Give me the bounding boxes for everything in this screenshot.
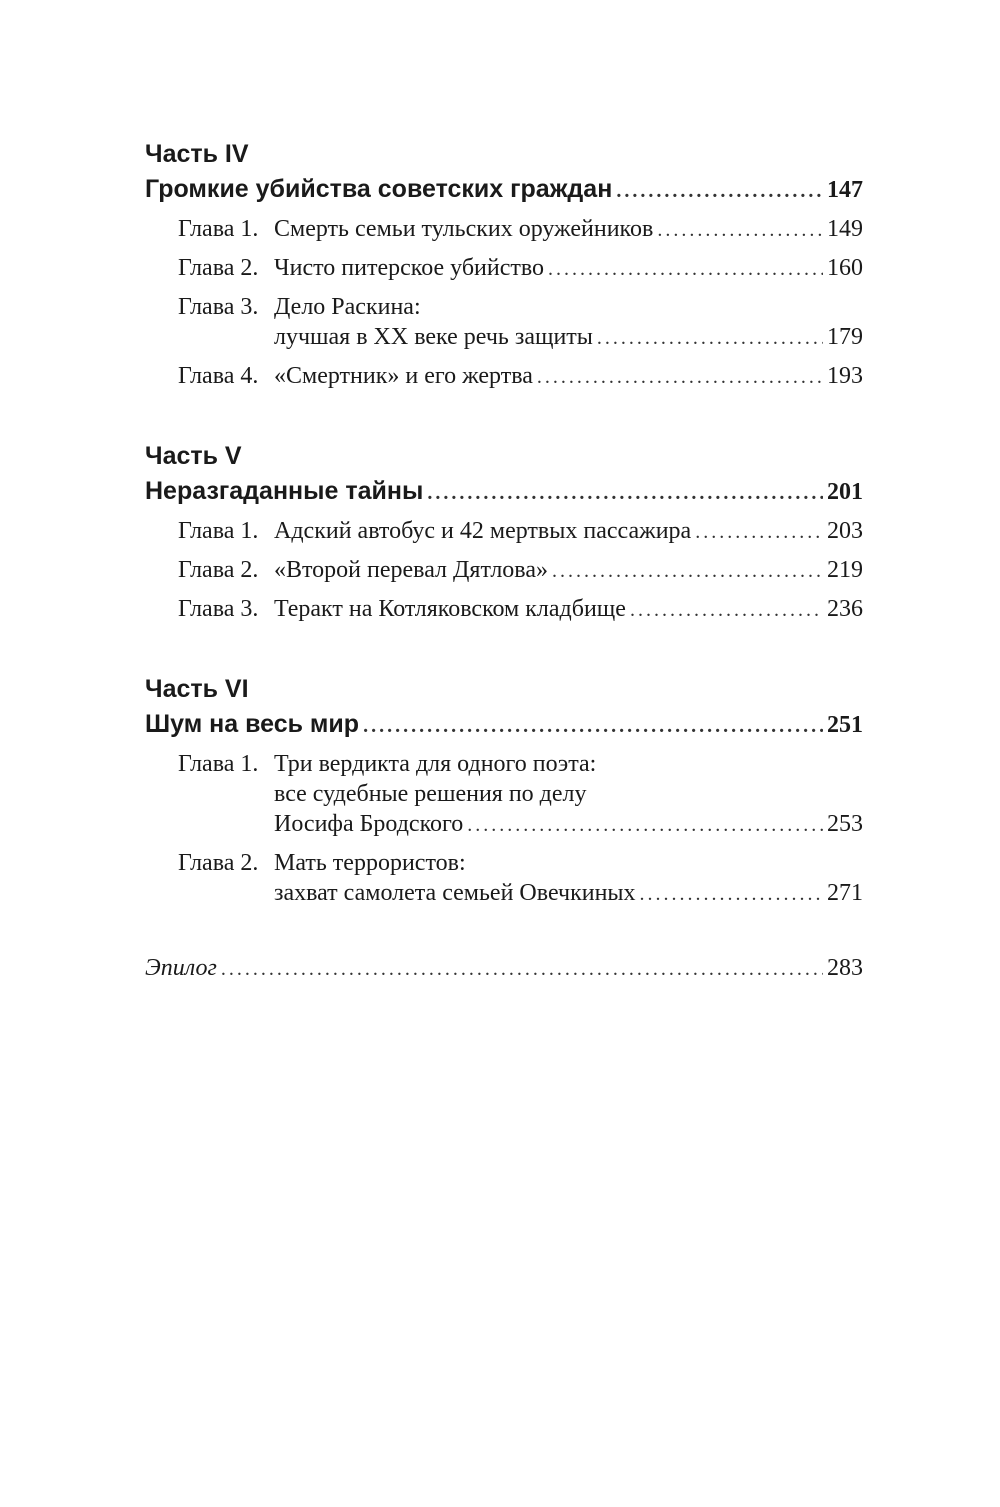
part-title-row[interactable] [145, 705, 863, 745]
part-v [145, 440, 863, 625]
dot-leader [616, 172, 823, 210]
chapter-title: Смерть семьи тульских оружейников [274, 216, 654, 242]
part-title-row[interactable] [145, 472, 863, 512]
chapter-number: Глава 1. [178, 216, 259, 242]
part-title: Громкие убийства советских граждан [145, 175, 613, 203]
part-label: Часть VI [145, 675, 249, 703]
part-title-row[interactable] [145, 170, 863, 210]
dot-leader [552, 556, 823, 586]
chapter-title: захват самолета семьей Овечкиных [274, 880, 636, 906]
part-label: Часть V [145, 442, 242, 470]
chapter-number: Глава 2. [178, 850, 259, 876]
dot-leader [640, 879, 823, 909]
page-number: 253 [827, 811, 863, 837]
chapter-number: Глава 3. [178, 596, 259, 622]
dot-leader [363, 707, 823, 745]
page-number: 236 [827, 596, 863, 622]
chapter-number: Глава 4. [178, 363, 259, 389]
epilogue-entry[interactable] [145, 953, 863, 984]
chapter-title: «Второй перевал Дятлова» [274, 557, 548, 583]
chapter-entry[interactable] [145, 292, 863, 353]
chapter-number: Глава 3. [178, 294, 259, 320]
page-number: 283 [827, 955, 863, 981]
page-number: 251 [827, 712, 863, 738]
page-number: 219 [827, 557, 863, 583]
chapter-title: Адский автобус и 42 мертвых пассажира [274, 518, 692, 544]
page-number: 271 [827, 880, 863, 906]
part-label: Часть IV [145, 140, 249, 168]
chapter-entry[interactable] [145, 361, 863, 392]
dot-leader [630, 595, 823, 625]
chapter-title-line: Дело Раскина: [274, 294, 421, 320]
chapter-entry[interactable] [145, 594, 863, 625]
dot-leader [427, 474, 823, 512]
chapter-number: Глава 1. [178, 751, 259, 777]
chapter-number: Глава 2. [178, 557, 259, 583]
dot-leader [537, 362, 823, 392]
part-title: Шум на весь мир [145, 710, 360, 738]
dot-leader [597, 323, 823, 353]
dot-leader [695, 517, 823, 547]
part-title: Неразгаданные тайны [145, 477, 424, 505]
dot-leader [467, 810, 823, 840]
chapter-title-line: все судебные решения по делу [274, 781, 587, 807]
dot-leader [221, 954, 823, 984]
chapter-entry[interactable] [145, 214, 863, 245]
chapter-number: Глава 1. [178, 518, 259, 544]
page-number: 147 [827, 177, 863, 203]
chapter-number: Глава 2. [178, 255, 259, 281]
chapter-entry[interactable] [145, 555, 863, 586]
chapter-title: Чисто питерское убийство [274, 255, 545, 281]
dot-leader [657, 215, 823, 245]
part-iv [145, 138, 863, 392]
page-number: 193 [827, 363, 863, 389]
page-number: 201 [827, 479, 863, 505]
page-number: 149 [827, 216, 863, 242]
chapter-entry[interactable] [145, 749, 863, 840]
page-number: 203 [827, 518, 863, 544]
page-number: 179 [827, 324, 863, 350]
chapter-entry[interactable] [145, 253, 863, 284]
chapter-title: лучшая в XX веке речь защиты [274, 324, 593, 350]
epilogue-title: Эпилог [145, 955, 217, 981]
dot-leader [548, 254, 823, 284]
table-of-contents [145, 138, 863, 984]
chapter-title: «Смертник» и его жертва [274, 363, 533, 389]
part-vi [145, 673, 863, 909]
chapter-title: Теракт на Котляковском кладбище [274, 596, 626, 622]
chapter-title-line: Мать террористов: [274, 850, 466, 876]
chapter-title: Иосифа Бродского [274, 811, 464, 837]
chapter-title-line: Три вердикта для одного поэта: [274, 751, 597, 777]
chapter-entry[interactable] [145, 516, 863, 547]
chapter-entry[interactable] [145, 848, 863, 909]
page-number: 160 [827, 255, 863, 281]
